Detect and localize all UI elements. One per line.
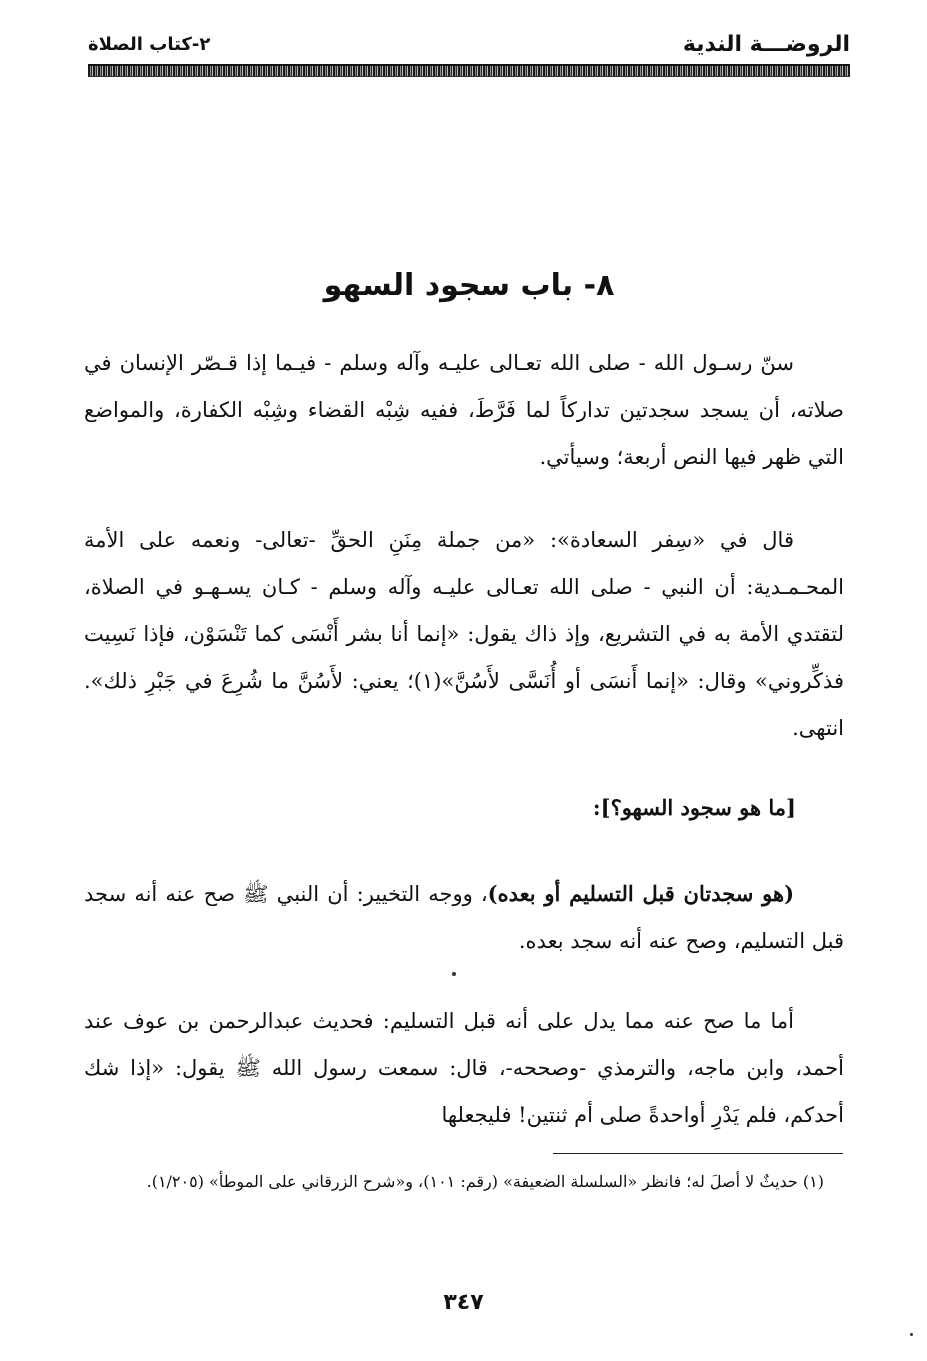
paragraph-2: قال في «سِفر السعادة»: «من جملة مِنَنِ الحقِّ -تعالى- ونعمه على الأمة المحـمـدية: أن النبي - صلى الله تعـالى عليـه وآله وسلم - كـان يسـهـو في الصلاة، لتقتدي الأمة به في التشريع، وإذ ذاك يقول: «إنما أنا بشر أَنْسَى كما تَنْسَوْن، فإذا نَسِيت فذكِّروني» وقال: «إنما أَنسَى أو أُنَسَّى لأَسُنَّ»(١)؛ يعني: لأَسُنَّ ما شُرِعَ في جَبْرِ ذلك». انتهى.	[84, 528, 844, 740]
paragraph-3-bold: (هو سجدتان قبل التسليم أو بعده)	[487, 881, 795, 906]
footnote: (١) حديثٌ لا أصلَ له؛ فانظر «السلسلة الضعيفة» (رقم: ١٠١)، و«شرح الزرقاني على الموطأ» (١/٢٠٥).	[146, 1172, 824, 1191]
book-title: الروضـــة الندية	[682, 32, 850, 57]
running-header	[88, 32, 850, 62]
paragraph-3-rest: ، ووجه التخيير: أن النبي ﷺ صح عنه أنه سجد قبل التسليم، وصح عنه أنه سجد بعده.	[84, 882, 844, 953]
footnote-divider	[553, 1153, 843, 1154]
page-number: ٣٤٧	[443, 1290, 484, 1315]
paragraph-3	[84, 870, 844, 965]
paragraph-1: سنّ رسـول الله - صلى الله تعـالى عليـه وآله وسلم - فيـما إذا قـصّر الإنسان في صلاته، أن يسجد سجدتين تداركاً لما فَرَّطَ، ففيه شِبْه القضاء وشِبْه الكفارة، والمواضع التي ظهر فيها النص أربعة؛ وسيأتي.	[84, 351, 844, 469]
print-speck	[452, 972, 456, 976]
subheading: [ما هو سجود السهو؟]:	[592, 795, 796, 820]
print-speck	[910, 1333, 913, 1336]
section-title: ٨- باب سجود السهو	[323, 268, 615, 303]
chapter-title: ٢-كتاب الصلاة	[88, 34, 211, 55]
header-divider	[88, 64, 850, 77]
paragraph-4: أما ما صح عنه مما يدل على أنه قبل التسليم: فحديث عبدالرحمن بن عوف عند أحمد، وابن ماجه، والترمذي -وصححه-، قال: سمعت رسول الله ﷺ يقول: «إذا شك أحدكم، فلم يَدْرِ أواحدةً صلى أم ثنتين! فليجعلها	[84, 1009, 844, 1127]
